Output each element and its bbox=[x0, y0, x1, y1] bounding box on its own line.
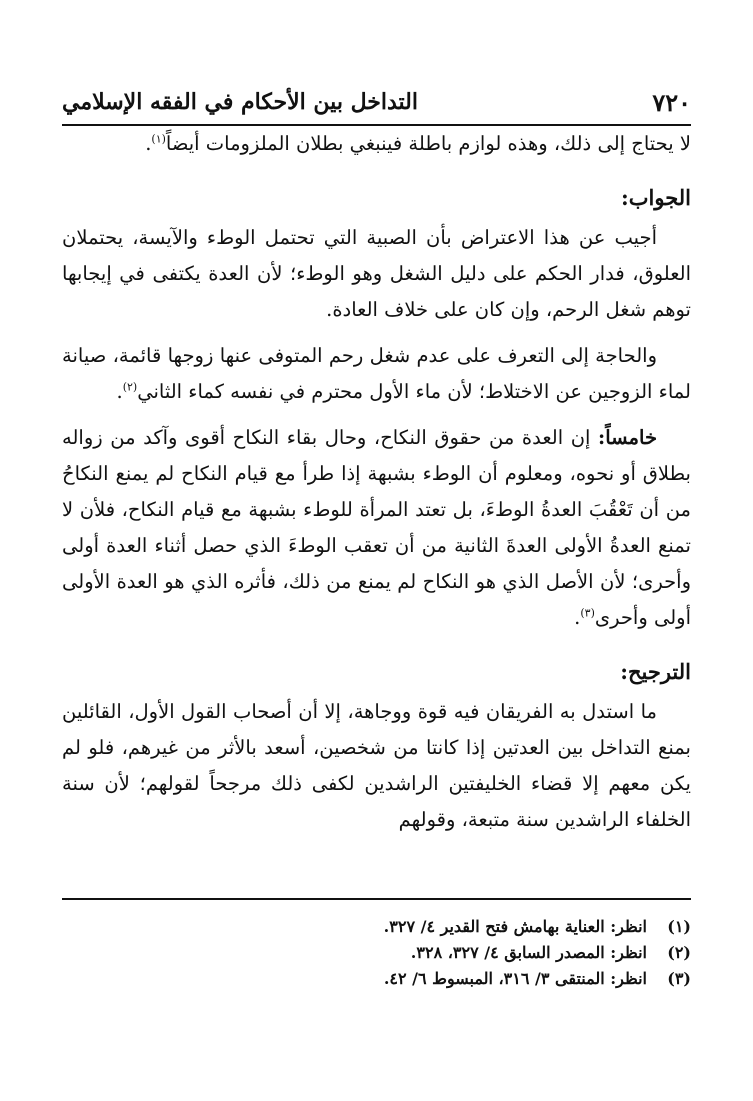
footnote-ref-2[interactable]: (٢) bbox=[122, 380, 138, 394]
page-header bbox=[62, 80, 691, 126]
heading-tarjih: الترجيح: bbox=[620, 659, 691, 684]
main-text bbox=[62, 126, 691, 848]
fifth-text: إن العدة من حقوق النكاح، وحال بقاء النكاح أقوى وآكد من زواله بطلاق أو نحوه، ومعلوم أن الوطء بشبهة إذا طرأ مع قيام النكاح لم يمنع النكاحُ من أن تَعْقُبَ العدةُ الوطءَ، بل تعتد المرأة للوطء بشبهة مع قيام النكاح، فلأن لا تمنع العدةُ الأولى العدةَ الثانية من أن تعقب الوطءَ الذي حصل أثناء العدة أولى وأحرى؛ لأن الأصل الذي هو النكاح لم يمنع من ذلك، فأثره الذي هو العدة الأولى أولى وأحرى bbox=[62, 426, 691, 629]
footnote-number: (٣) bbox=[667, 969, 691, 988]
footnote-item bbox=[62, 940, 691, 966]
page-number: ٧٢٠ bbox=[652, 87, 691, 117]
footnote-number: (١) bbox=[667, 917, 691, 936]
footnote-ref-3[interactable]: (٣) bbox=[580, 606, 595, 620]
footnote-text: انظر: المنتقى ٣/ ٣١٦، المبسوط ٦/ ٤٢. bbox=[383, 969, 647, 988]
answer-paragraph-2: والحاجة إلى التعرف على عدم شغل رحم المتوفى عنها زوجها قائمة، صيانة لماء الزوجين عن الاختلاط؛ لأن ماء الأول محترم في نفسه كماء الثاني$^{(٢)}$. bbox=[62, 344, 691, 403]
footnote-number: (٢) bbox=[667, 943, 691, 962]
footnote-ref-1[interactable]: (١) bbox=[151, 132, 166, 146]
answer-paragraph-2-text: والحاجة إلى التعرف على عدم شغل رحم المتوفى عنها زوجها قائمة، صيانة لماء الزوجين عن الاختلاط؛ لأن ماء الأول محترم في نفسه كماء الثاني bbox=[62, 344, 691, 403]
footnotes bbox=[62, 898, 691, 992]
fifth-paragraph: خامساً: إن العدة من حقوق النكاح، وحال بقاء النكاح أقوى وآكد من زواله بطلاق أو نحوه، ومعلوم أن الوطء بشبهة إذا طرأ مع قيام النكاح لم يمنع النكاحُ من أن تَعْقُبَ العدةُ الوطءَ، بل تعتد المرأة للوطء بشبهة مع قيام النكاح، فلأن لا تمنع العدةُ الأولى العدةَ الثانية من أن تعقب الوطءَ الذي حصل أثناء العدة أولى وأحرى؛ لأن الأصل الذي هو النكاح لم يمنع من ذلك، فأثره الذي هو العدة الأولى أولى وأحرى$^{(٣)}$. bbox=[62, 426, 691, 629]
fifth-label: خامساً: bbox=[598, 426, 657, 449]
footnote-item bbox=[62, 914, 691, 940]
footnote-text: انظر: العناية بهامش فتح القدير ٤/ ٣٢٧. bbox=[383, 917, 647, 936]
footnote-item bbox=[62, 966, 691, 992]
intro-text: لا يحتاج إلى ذلك، وهذه لوازم باطلة فينبغي بطلان الملزومات أيضاً bbox=[165, 132, 691, 155]
footnote-text: انظر: المصدر السابق ٤/ ٣٢٧، ٣٢٨. bbox=[410, 943, 647, 962]
intro-paragraph: لا يحتاج إلى ذلك، وهذه لوازم باطلة فينبغي بطلان الملزومات أيضاً$^{(١)}$. bbox=[145, 132, 691, 155]
heading-answer: الجواب: bbox=[621, 185, 691, 210]
answer-paragraph-1: أجيب عن هذا الاعتراض بأن الصبية التي تحتمل الوطء والآيسة، يحتملان العلوق، فدار الحكم على دليل الشغل وهو الوطء؛ لأن العدة يكتفى في إيجابها توهم شغل الرحم، وإن كان على خلاف العادة. bbox=[62, 226, 691, 321]
running-title: التداخل بين الأحكام في الفقه الإسلامي bbox=[62, 89, 418, 115]
tarjih-paragraph: ما استدل به الفريقان فيه قوة ووجاهة، إلا أن أصحاب القول الأول، القائلين بمنع التداخل بين العدتين إذا كانتا من شخصين، أسعد بالأثر من غيرهم، فلو لم يكن معهم إلا قضاء الخليفتين الراشدين لكفى ذلك مرجحاً لقولهم؛ لأن سنة الخلفاء الراشدين سنة متبعة، وقولهم bbox=[62, 700, 691, 831]
